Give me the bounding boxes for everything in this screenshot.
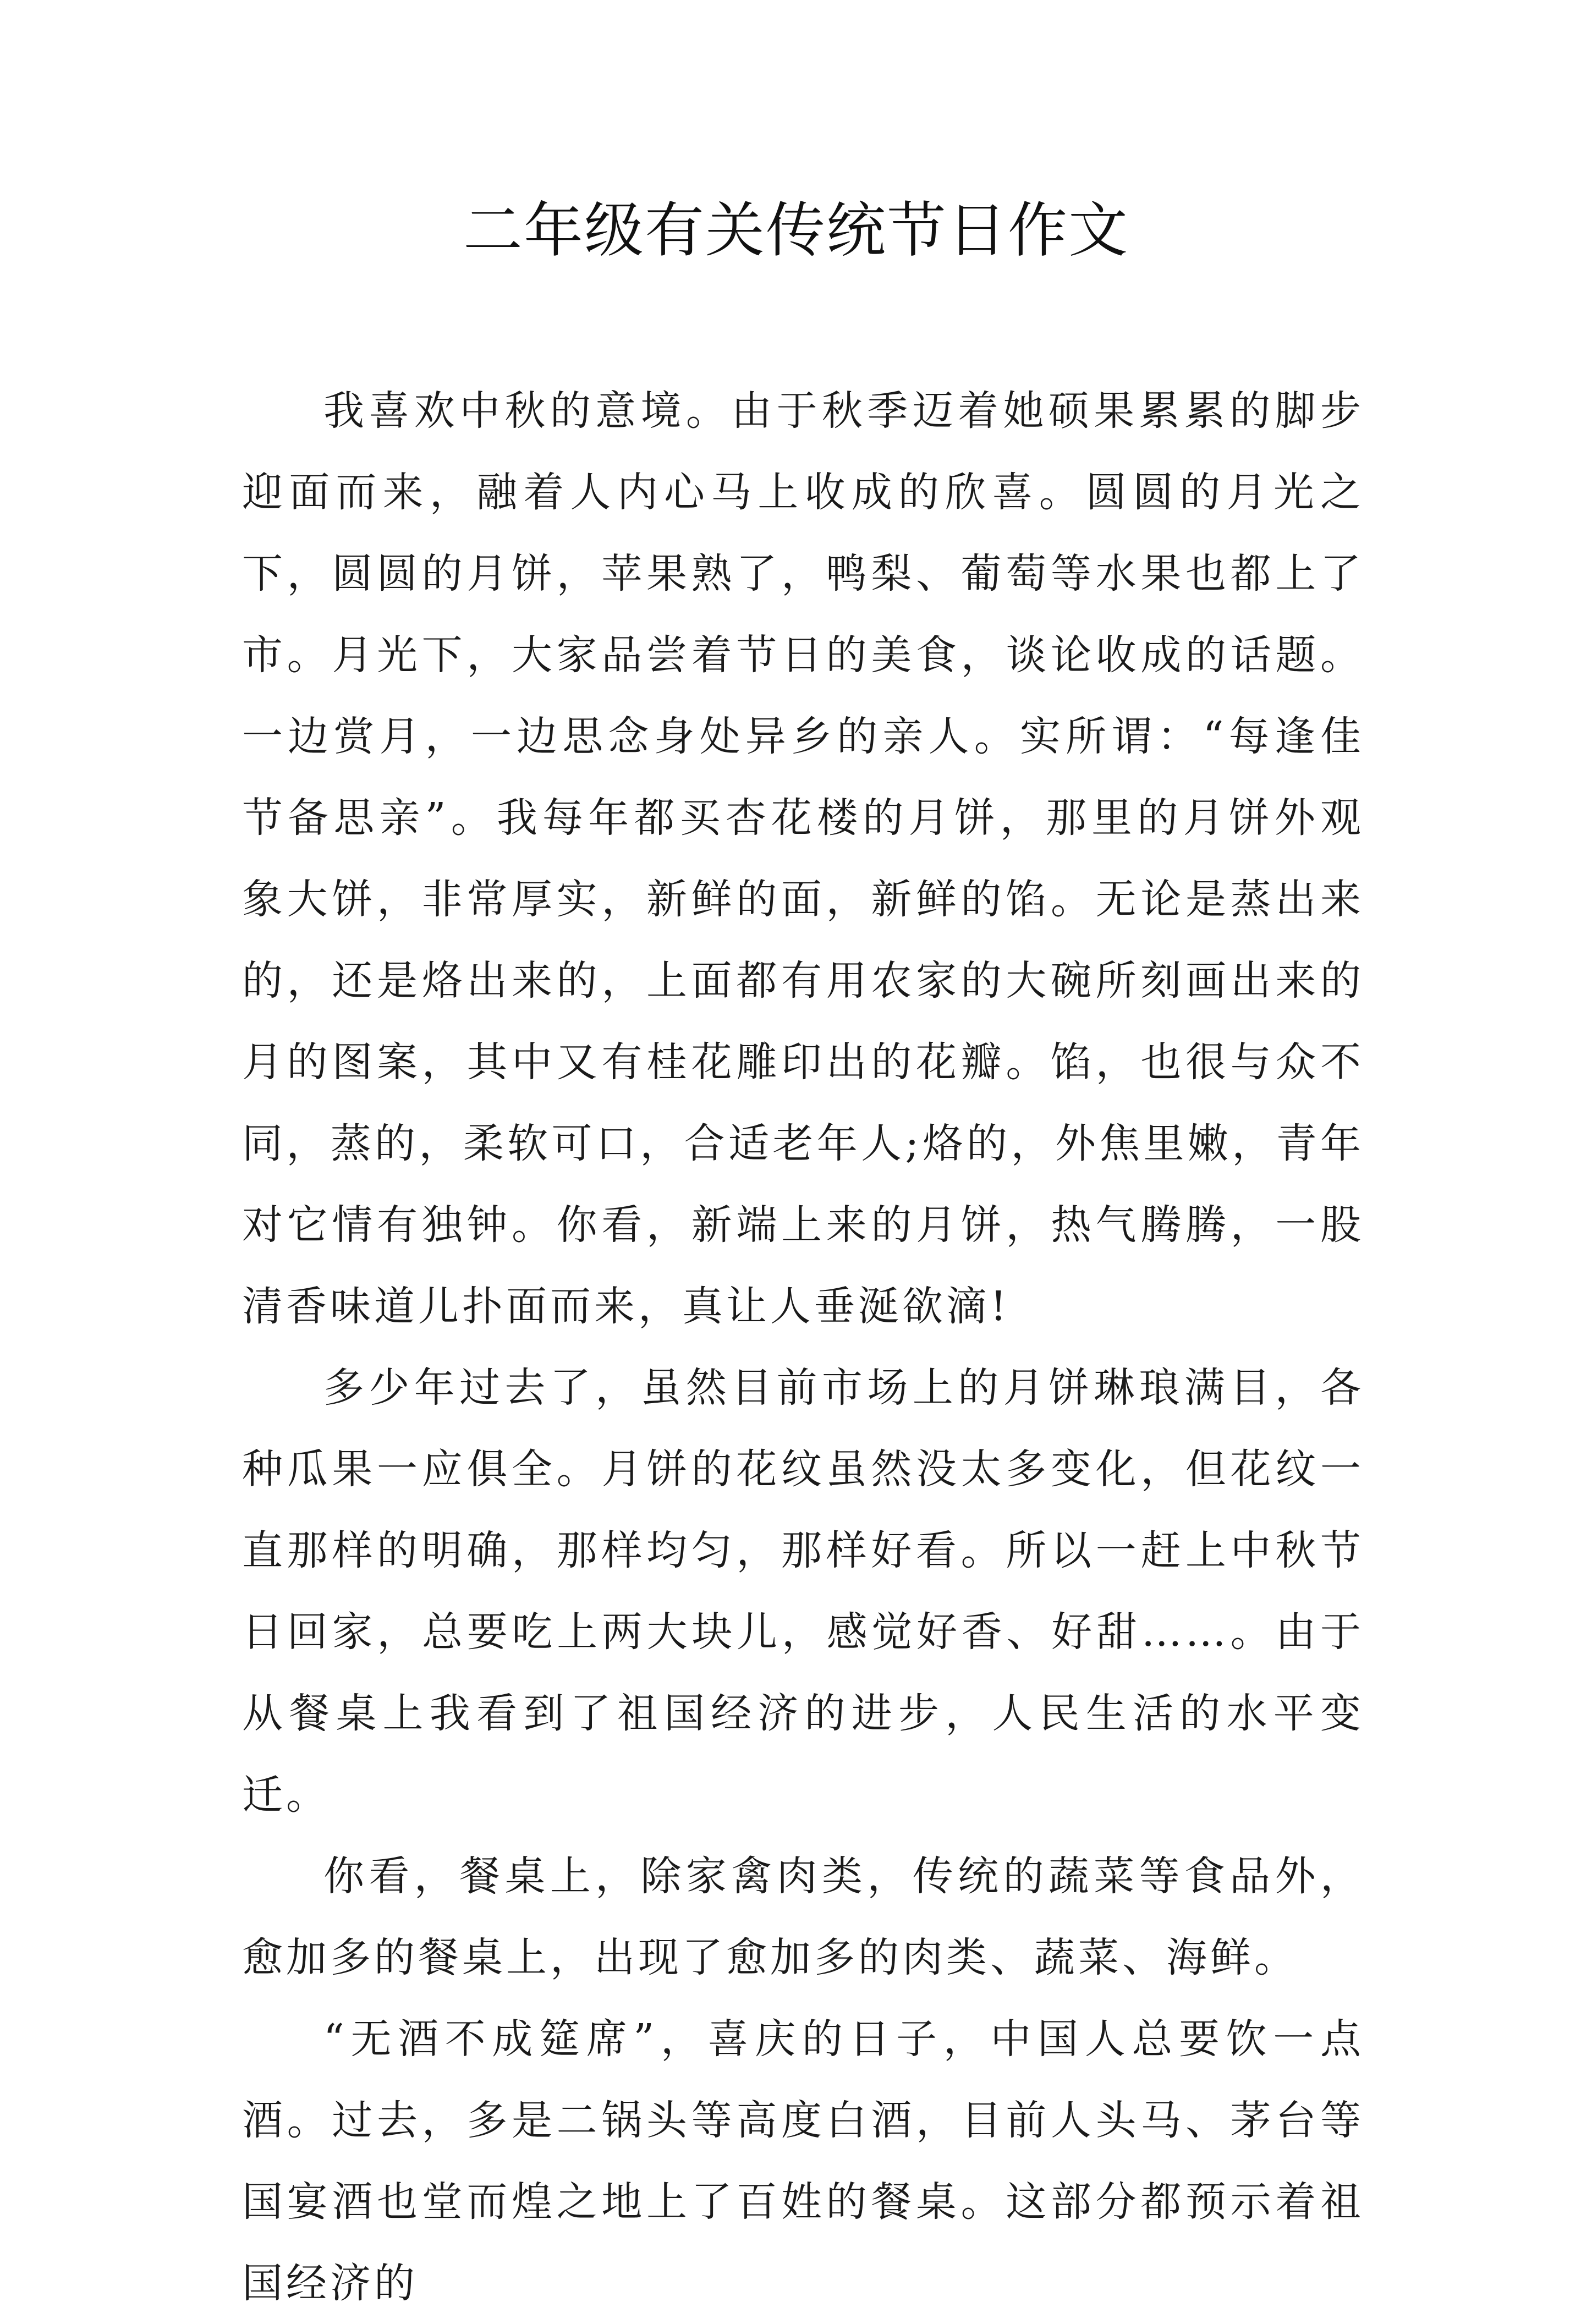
paragraph: “无酒不成筵席”，喜庆的日子，中国人总要饮一点酒。过去，多是二锅头等高度白酒，目前人头马、茅台等国宴酒也堂而煌之地上了百姓的餐桌。这部分都预示着祖国经济的 xyxy=(242,2015,1364,2307)
document-body xyxy=(242,370,1364,2324)
paragraph: 你看，餐桌上，除家禽肉类，传统的蔬菜等食品外，愈加多的餐桌上，出现了愈加多的肉类、蔬菜、海鲜。 xyxy=(242,1853,1364,1981)
document-title: 二年级有关传统节日作文 xyxy=(463,196,1129,265)
paragraph: 多少年过去了，虽然目前市场上的月饼琳琅满目，各种瓜果一应俱全。月饼的花纹虽然没太多变化，但花纹一直那样的明确，那样均匀，那样好看。所以一赶上中秋节日回家，总要吃上两大块儿，感觉好香、好甜……。由于从餐桌上我看到了祖国经济的进步，人民生活的水平变迁。 xyxy=(242,1364,1364,1818)
paragraph: 我喜欢中秋的意境。由于秋季迈着她硕果累累的脚步迎面而来，融着人内心马上收成的欣喜。圆圆的月光之下，圆圆的月饼，苹果熟了，鸭梨、葡萄等水果也都上了市。月光下，大家品尝着节日的美食，谈论收成的话题。一边赏月，一边思念身处异乡的亲人。实所谓：“每逢佳节备思亲”。我每年都买杏花楼的月饼，那里的月饼外观象大饼，非常厚实，新鲜的面，新鲜的馅。无论是蒸出来的，还是烙出来的，上面都有用农家的大碗所刻画出来的月的图案，其中又有桂花雕印出的花瓣。馅，也很与众不同，蒸的，柔软可口，合适老年人;烙的，外焦里嫩，青年对它情有独钟。你看，新端上来的月饼，热气腾腾，一股清香味道儿扑面而来，真让人垂涎欲滴! xyxy=(242,387,1364,1330)
